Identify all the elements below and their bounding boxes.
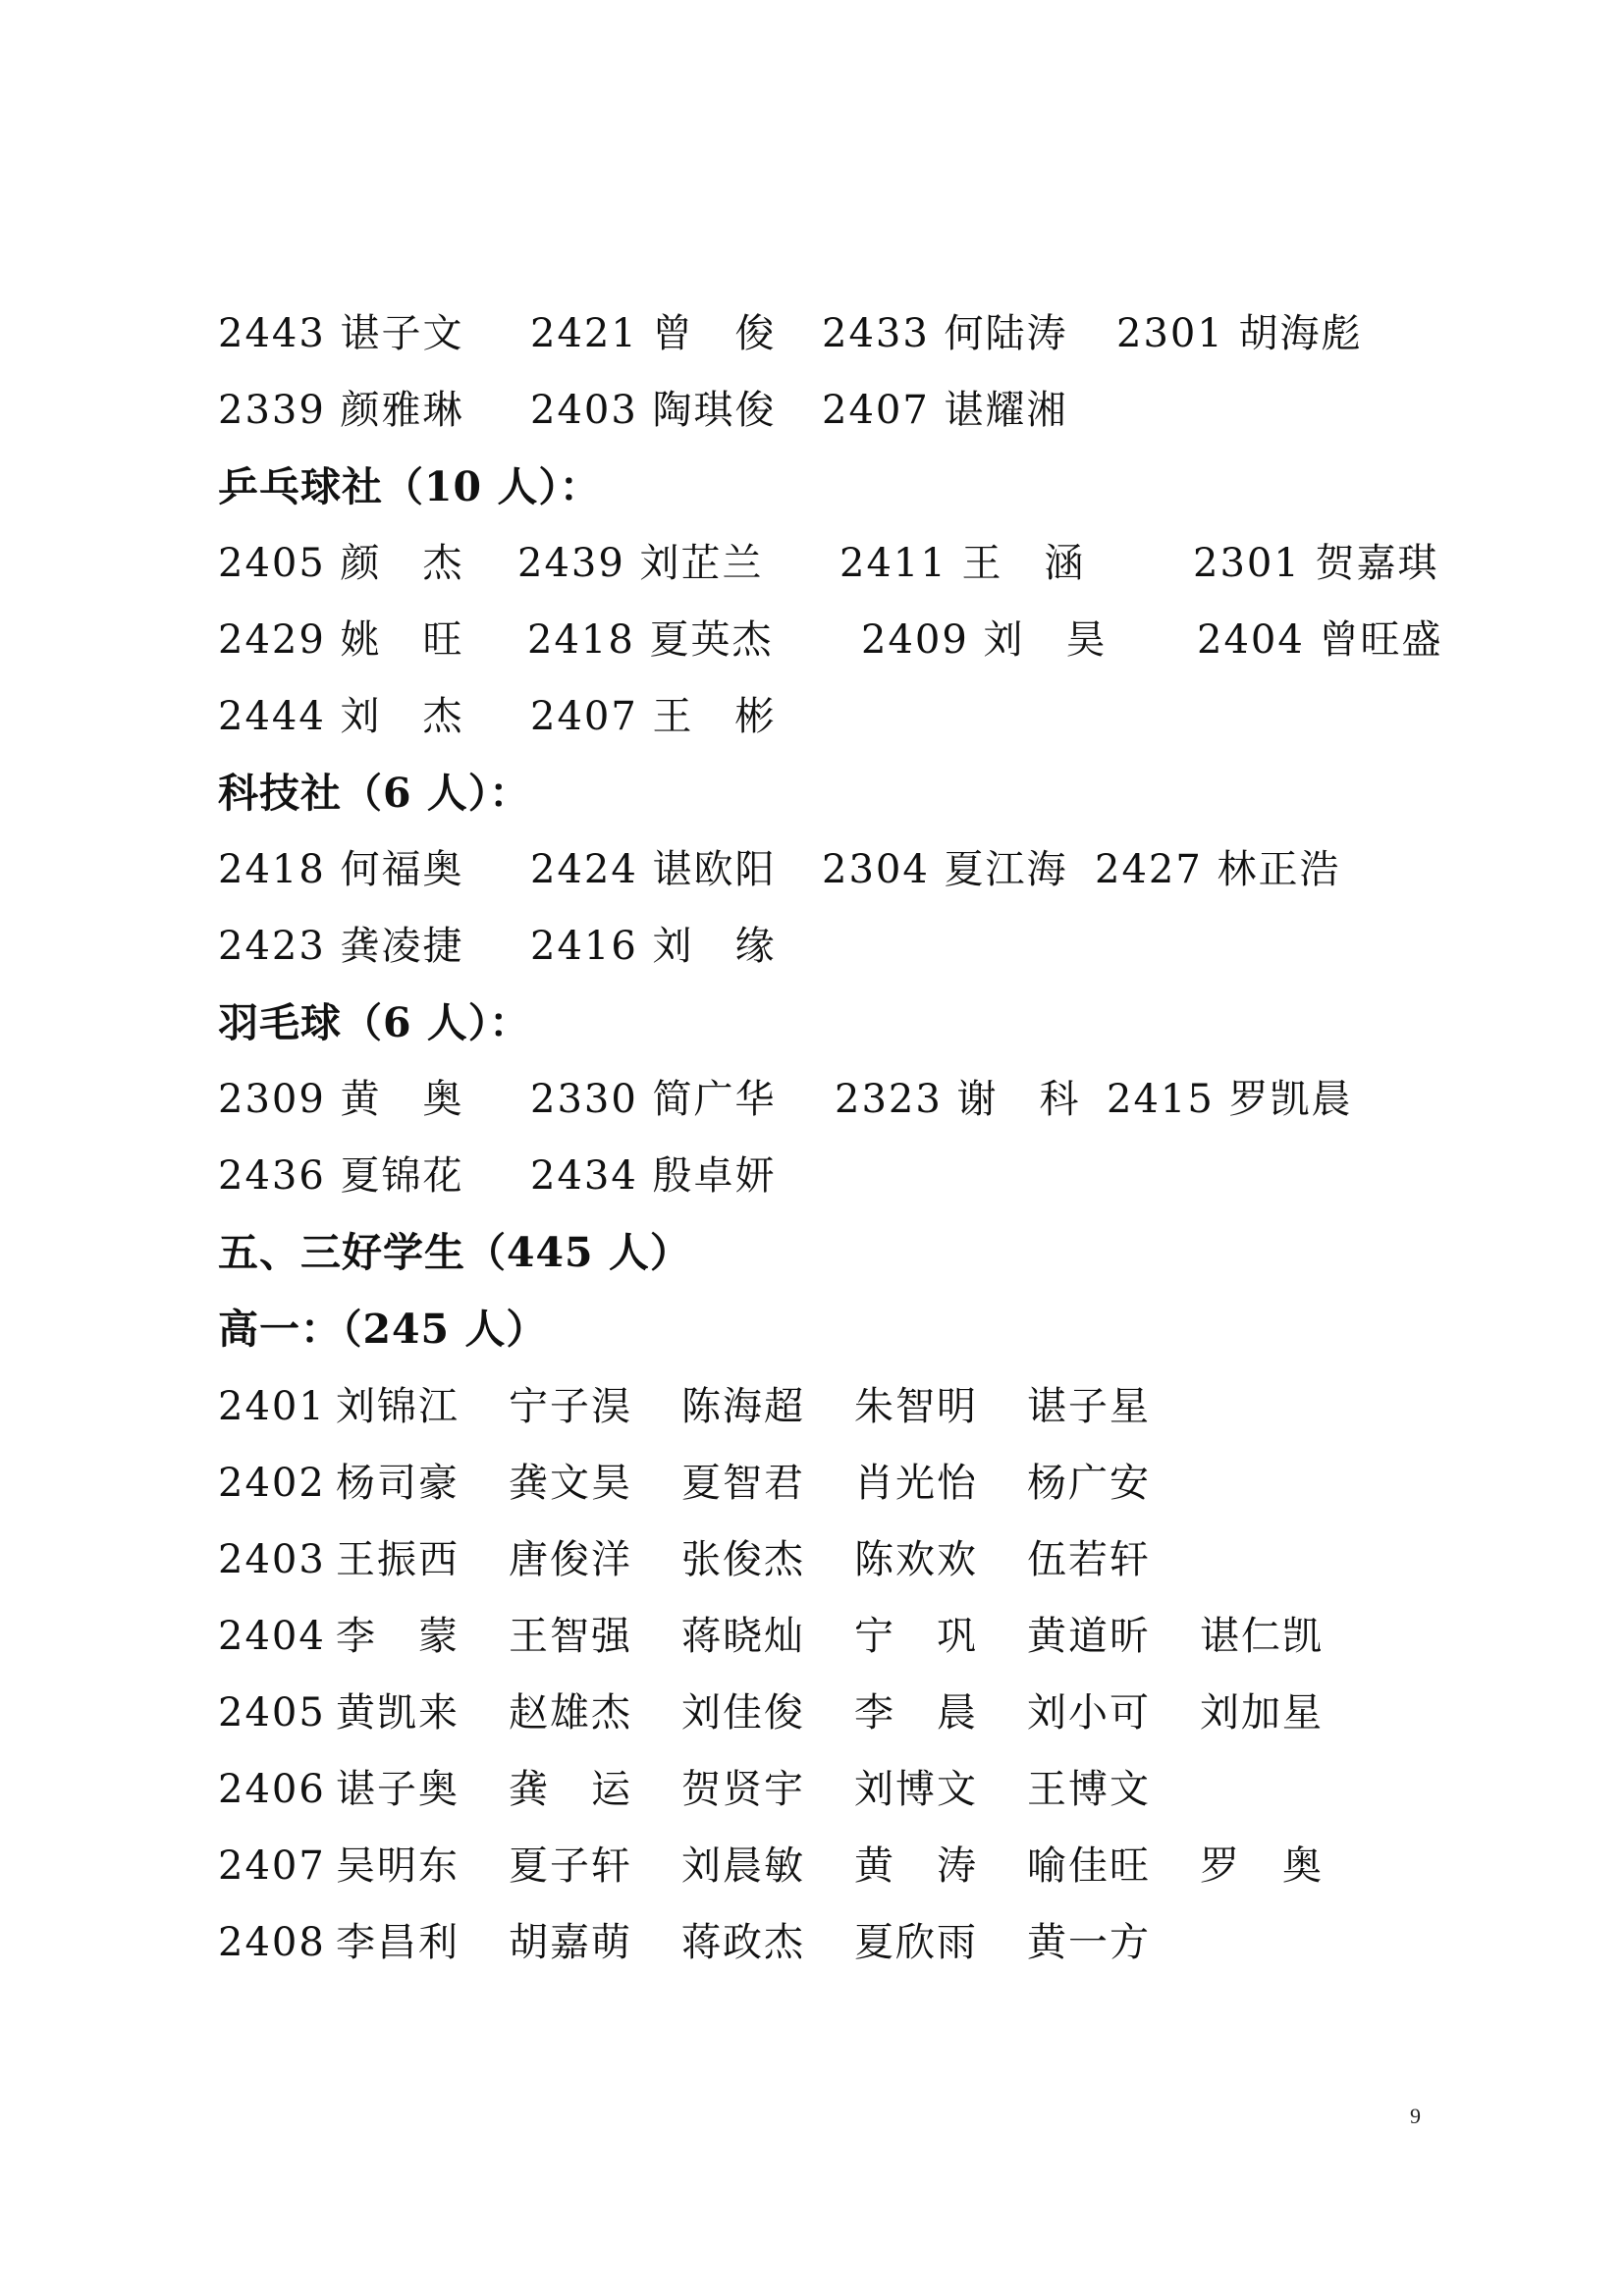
- student-entry: 2407 王 彬: [530, 694, 777, 739]
- student-name: 蒋政杰: [681, 1920, 805, 1965]
- student-name: 张俊杰: [681, 1537, 805, 1582]
- student-entry: 2403 陶琪俊: [530, 388, 777, 433]
- student-name: 刘博文: [854, 1767, 978, 1812]
- text-line: [218, 304, 1494, 363]
- student-name: 李 晨: [854, 1690, 978, 1735]
- section-heading: 科技社（6 人）：: [218, 770, 531, 817]
- student-name: 贺贤宇: [681, 1767, 805, 1812]
- class-row: [218, 1760, 1494, 1819]
- text-line: [218, 1147, 1494, 1205]
- student-name: 黄一方: [1027, 1920, 1151, 1965]
- student-name: 赵雄杰: [509, 1690, 632, 1735]
- student-entry: 2427 林正浩: [1095, 847, 1341, 892]
- class-row: [218, 1913, 1494, 1972]
- text-line: [218, 381, 1494, 440]
- student-name: 刘加星: [1200, 1690, 1324, 1735]
- text-line: [218, 840, 1494, 899]
- class-number: 2407: [218, 1843, 326, 1889]
- student-name: 谌仁凯: [1200, 1614, 1324, 1659]
- text-line: [218, 1070, 1494, 1129]
- student-name: 龚文昊: [509, 1461, 632, 1506]
- student-name: 黄道昕: [1027, 1614, 1151, 1659]
- student-name: 喻佳旺: [1027, 1843, 1151, 1889]
- section-heading: 羽毛球（6 人）：: [218, 999, 531, 1046]
- text-line: [218, 687, 1494, 746]
- student-entry: 2409 刘 昊: [861, 617, 1108, 663]
- student-name: 王振西: [336, 1537, 460, 1582]
- student-name: 陈海超: [681, 1384, 805, 1429]
- class-number: 2404: [218, 1614, 326, 1659]
- student-entry: 2411 王 涵: [839, 541, 1086, 586]
- student-name: 朱智明: [854, 1384, 978, 1429]
- student-name: 宁 巩: [854, 1614, 978, 1659]
- student-name: 吴明东: [336, 1843, 460, 1889]
- student-entry: 2407 谌耀湘: [822, 388, 1068, 433]
- student-name: 夏智君: [681, 1461, 805, 1506]
- student-name: 谌子星: [1027, 1384, 1151, 1429]
- student-entry: 2301 胡海彪: [1116, 311, 1363, 356]
- class-row: [218, 1454, 1494, 1513]
- text-line: [218, 917, 1494, 976]
- student-name: 杨司豪: [336, 1461, 460, 1506]
- class-row: [218, 1607, 1494, 1666]
- class-number: 2406: [218, 1767, 326, 1812]
- section-heading: 高一：（245 人）: [218, 1306, 548, 1353]
- student-entry: 2415 罗凯晨: [1107, 1077, 1353, 1122]
- class-number: 2403: [218, 1537, 326, 1582]
- student-entry: 2339 颜雅琳: [218, 388, 464, 433]
- student-name: 黄 涛: [854, 1843, 978, 1889]
- student-name: 杨广安: [1027, 1461, 1151, 1506]
- student-name: 唐俊洋: [509, 1537, 632, 1582]
- text-line: [218, 611, 1494, 669]
- student-name: 夏子轩: [509, 1843, 632, 1889]
- student-name: 刘锦江: [336, 1384, 460, 1429]
- section-heading: 五、三好学生（445 人）: [218, 1229, 691, 1276]
- student-entry: 2424 谌欧阳: [530, 847, 777, 892]
- class-number: 2405: [218, 1690, 326, 1735]
- student-entry: 2418 夏英杰: [527, 617, 774, 663]
- student-name: 陈欢欢: [854, 1537, 978, 1582]
- student-entry: 2304 夏江海: [822, 847, 1068, 892]
- student-entry: 2421 曾 俊: [530, 311, 777, 356]
- student-entry: 2323 谢 科: [835, 1077, 1081, 1122]
- student-entry: 2443 谌子文: [218, 311, 464, 356]
- text-line: [218, 534, 1494, 593]
- student-name: 刘小可: [1027, 1690, 1151, 1735]
- student-name: 伍若轩: [1027, 1537, 1151, 1582]
- student-entry: 2309 黄 奥: [218, 1077, 464, 1122]
- student-name: 宁子淏: [509, 1384, 632, 1429]
- section-heading: 乒乓球社（10 人）：: [218, 463, 601, 510]
- student-name: 谌子奥: [336, 1767, 460, 1812]
- student-name: 王智强: [509, 1614, 632, 1659]
- page-number: 9: [1410, 2104, 1421, 2128]
- student-entry: 2423 龚凌捷: [218, 924, 464, 969]
- student-entry: 2439 刘芷兰: [517, 541, 764, 586]
- student-entry: 2404 曾旺盛: [1197, 617, 1443, 663]
- class-number: 2402: [218, 1461, 326, 1506]
- student-name: 黄凯来: [336, 1690, 460, 1735]
- student-entry: 2330 简广华: [530, 1077, 777, 1122]
- student-entry: 2416 刘 缘: [530, 924, 777, 969]
- student-name: 刘晨敏: [681, 1843, 805, 1889]
- student-entry: 2434 殷卓妍: [530, 1153, 777, 1199]
- class-row: [218, 1683, 1494, 1742]
- student-entry: 2444 刘 杰: [218, 694, 464, 739]
- student-entry: 2433 何陆涛: [822, 311, 1068, 356]
- student-name: 龚 运: [509, 1767, 632, 1812]
- student-entry: 2418 何福奥: [218, 847, 464, 892]
- student-name: 李 蒙: [336, 1614, 460, 1659]
- student-name: 李昌利: [336, 1920, 460, 1965]
- student-name: 夏欣雨: [854, 1920, 978, 1965]
- student-name: 肖光怡: [854, 1461, 978, 1506]
- class-row: [218, 1837, 1494, 1896]
- class-number: 2401: [218, 1384, 326, 1429]
- student-name: 胡嘉萌: [509, 1920, 632, 1965]
- student-name: 罗 奥: [1200, 1843, 1324, 1889]
- student-name: 蒋晓灿: [681, 1614, 805, 1659]
- class-row: [218, 1530, 1494, 1589]
- student-name: 王博文: [1027, 1767, 1151, 1812]
- student-entry: 2429 姚 旺: [218, 617, 464, 663]
- student-entry: 2436 夏锦花: [218, 1153, 464, 1199]
- class-row: [218, 1377, 1494, 1436]
- student-name: 刘佳俊: [681, 1690, 805, 1735]
- student-entry: 2301 贺嘉琪: [1193, 541, 1439, 586]
- student-entry: 2405 颜 杰: [218, 541, 464, 586]
- class-number: 2408: [218, 1920, 326, 1965]
